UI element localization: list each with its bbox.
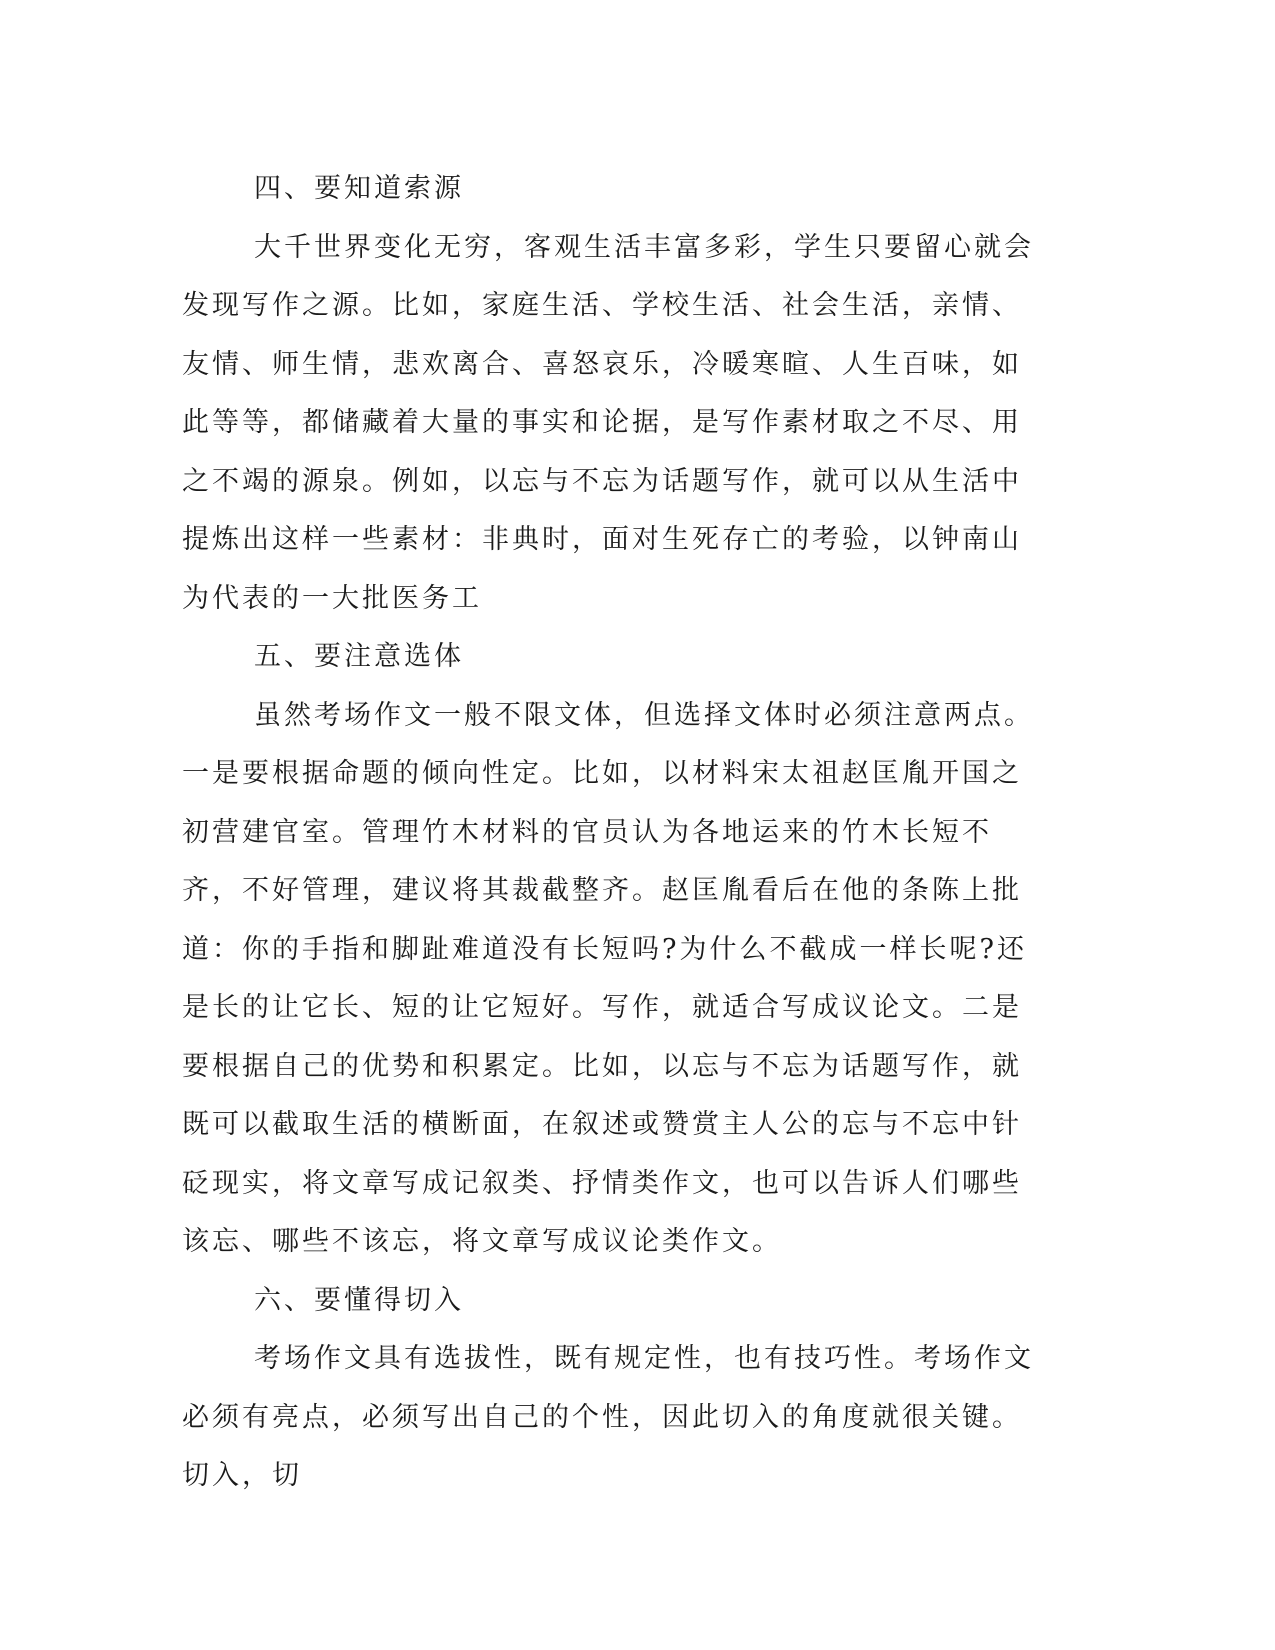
section-5-paragraph: 虽然考场作文一般不限文体，但选择文体时必须注意两点。一是要根据命题的倾向性定。比如，以材料宋太祖赵匡胤开国之初营建官室。管理竹木材料的官员认为各地运来的竹木长短不齐，不好管理，建议将其裁截整齐。赵匡胤看后在他的条陈上批道：你的手指和脚趾难道没有长短吗?为什么不截成一样长呢?还是长的让它长、短的让它短好。写作，就适合写成议论文。二是要根据自己的优势和积累定。比如，以忘与不忘为话题写作，就既可以截取生活的横断面，在叙述或赞赏主人公的忘与不忘中针砭现实，将文章写成记叙类、抒情类作文，也可以告诉人们哪些该忘、哪些不该忘，将文章写成议论类作文。 — [182, 699, 1034, 1257]
section-6-paragraph: 考场作文具有选拔性，既有规定性，也有技巧性。考场作文必须有亮点，必须写出自己的个性，因此切入的角度就很关键。切入，切 — [182, 1343, 1034, 1491]
section-heading-6: 六、要懂得切入 — [254, 1284, 464, 1316]
document-body — [182, 160, 1042, 1506]
section-4-paragraph: 大千世界变化无穷，客观生活丰富多彩，学生只要留心就会发现写作之源。比如，家庭生活、学校生活、社会生活，亲情、友情、师生情，悲欢离合、喜怒哀乐，冷暖寒暄、人生百味，如此等等，都储藏着大量的事实和论据，是写作素材取之不尽、用之不竭的源泉。例如，以忘与不忘为话题写作，就可以从生活中提炼出这样一些素材：非典时，面对生死存亡的考验，以钟南山为代表的一大批医务工 — [182, 231, 1034, 614]
section-heading-4: 四、要知道索源 — [254, 173, 464, 204]
section-heading-5: 五、要注意选体 — [254, 641, 464, 672]
